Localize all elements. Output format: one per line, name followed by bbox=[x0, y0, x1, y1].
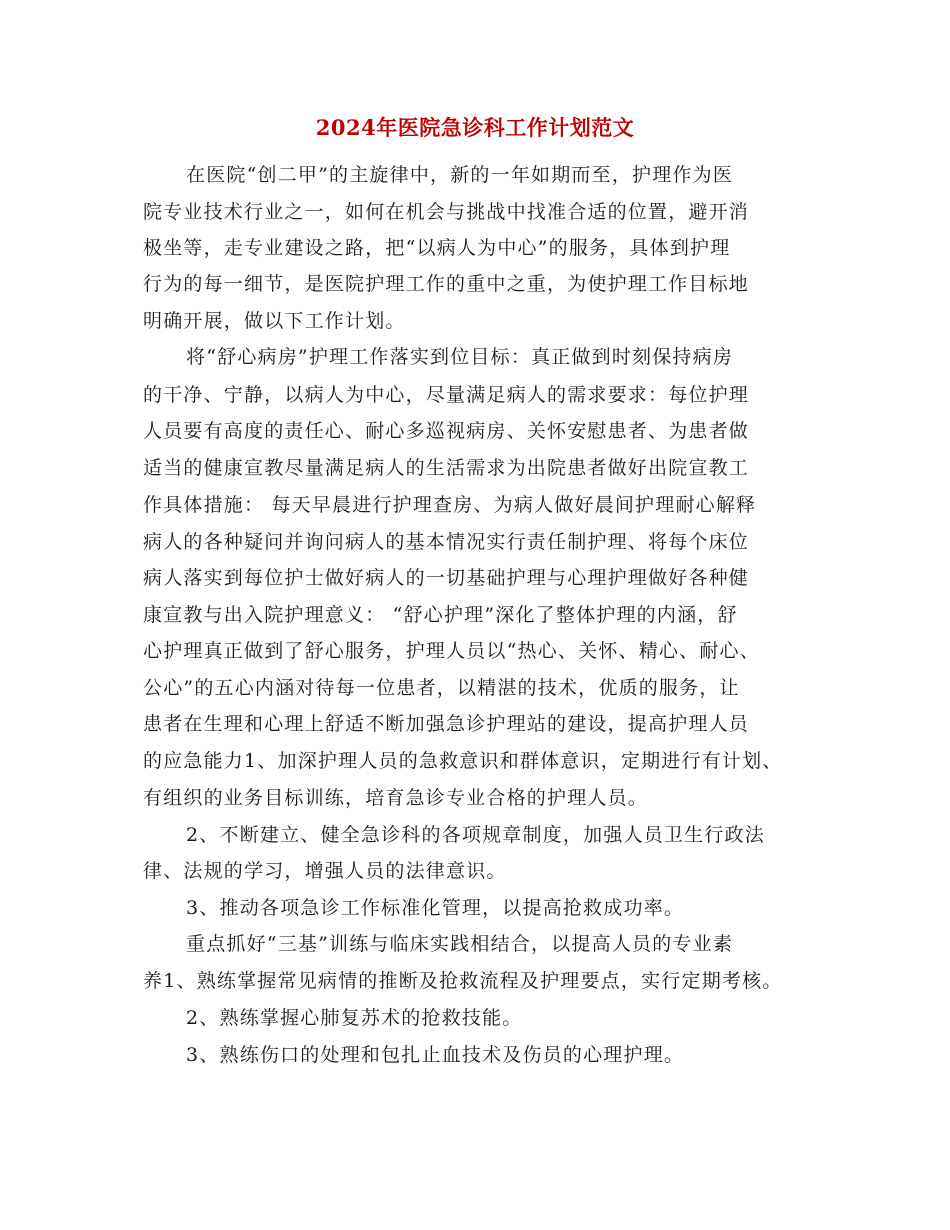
paragraph-line: 2、不断建立、健全急诊科的各项规章制度，加强人员卫生行政法 bbox=[186, 824, 765, 846]
document-title: 2024年医院急诊科工作计划范文 bbox=[315, 115, 635, 140]
paragraph-line: 患者在生理和心理上舒适不断加强急诊护理站的建设，提高护理人员 bbox=[143, 713, 750, 735]
paragraph-line: 的干净、宁静，以病人为中心，尽量满足病人的需求要求：每位护理 bbox=[143, 384, 750, 406]
paragraph-line: 极坐等，走专业建设之路，把“以病人为中心”的服务，具体到护理 bbox=[143, 237, 731, 259]
paragraph-line: 在医院“创二甲”的主旋律中，新的一年如期而至，护理作为医 bbox=[186, 164, 734, 186]
paragraph-line: 公心”的五心内涵对待每一位患者，以精湛的技术，优质的服务，让 bbox=[143, 677, 740, 699]
paragraph-line: 作具体措施： 每天早晨进行护理查房、为病人做好晨间护理耐心解释 bbox=[143, 494, 757, 516]
paragraph-line: 2、熟练掌握心肺复苏术的抢救技能。 bbox=[186, 1007, 523, 1029]
paragraph-line: 重点抓好“三基”训练与临床实践相结合，以提高人员的专业素 bbox=[186, 933, 734, 955]
paragraph-line: 病人的各种疑问并询问病人的基本情况实行责任制护理、将每个床位 bbox=[143, 531, 750, 553]
paragraph-line: 病人落实到每位护士做好病人的一切基础护理与心理护理做好各种健 bbox=[143, 567, 750, 589]
paragraph-line: 将“舒心病房”护理工作落实到位目标：真正做到时刻保持病房 bbox=[186, 346, 734, 368]
paragraph-line: 行为的每一细节，是医院护理工作的重中之重，为使护理工作目标地 bbox=[143, 273, 750, 295]
paragraph-line: 3、熟练伤口的处理和包扎止血技术及伤员的心理护理。 bbox=[186, 1044, 685, 1066]
paragraph-line: 3、推动各项急诊工作标准化管理，以提高抢救成功率。 bbox=[186, 897, 685, 919]
paragraph-line: 的应急能力1、加深护理人员的急救意识和群体意识，定期进行有计划、 bbox=[143, 750, 783, 772]
paragraph-line: 养1、熟练掌握常见病情的推断及抢救流程及护理要点，实行定期考核。 bbox=[143, 970, 783, 992]
paragraph-line: 院专业技术行业之一，如何在机会与挑战中找准合适的位置，避开消 bbox=[143, 201, 750, 223]
paragraph-line: 人员要有高度的责任心、耐心多巡视病房、关怀安慰患者、为患者做 bbox=[143, 420, 750, 442]
paragraph-line: 有组织的业务目标训练，培育急诊专业合格的护理人员。 bbox=[143, 787, 649, 809]
paragraph-line: 康宣教与出入院护理意义： “舒心护理”深化了整体护理的内涵，舒 bbox=[143, 604, 738, 626]
paragraph-line: 适当的健康宣教尽量满足病人的生活需求为出院患者做好出院宣教工 bbox=[143, 457, 750, 479]
paragraph-line: 明确开展，做以下工作计划。 bbox=[143, 310, 406, 332]
paragraph-line: 心护理真正做到了舒心服务，护理人员以“热心、关怀、精心、耐心、 bbox=[143, 640, 760, 662]
paragraph-line: 律、法规的学习，增强人员的法律意识。 bbox=[143, 860, 507, 882]
